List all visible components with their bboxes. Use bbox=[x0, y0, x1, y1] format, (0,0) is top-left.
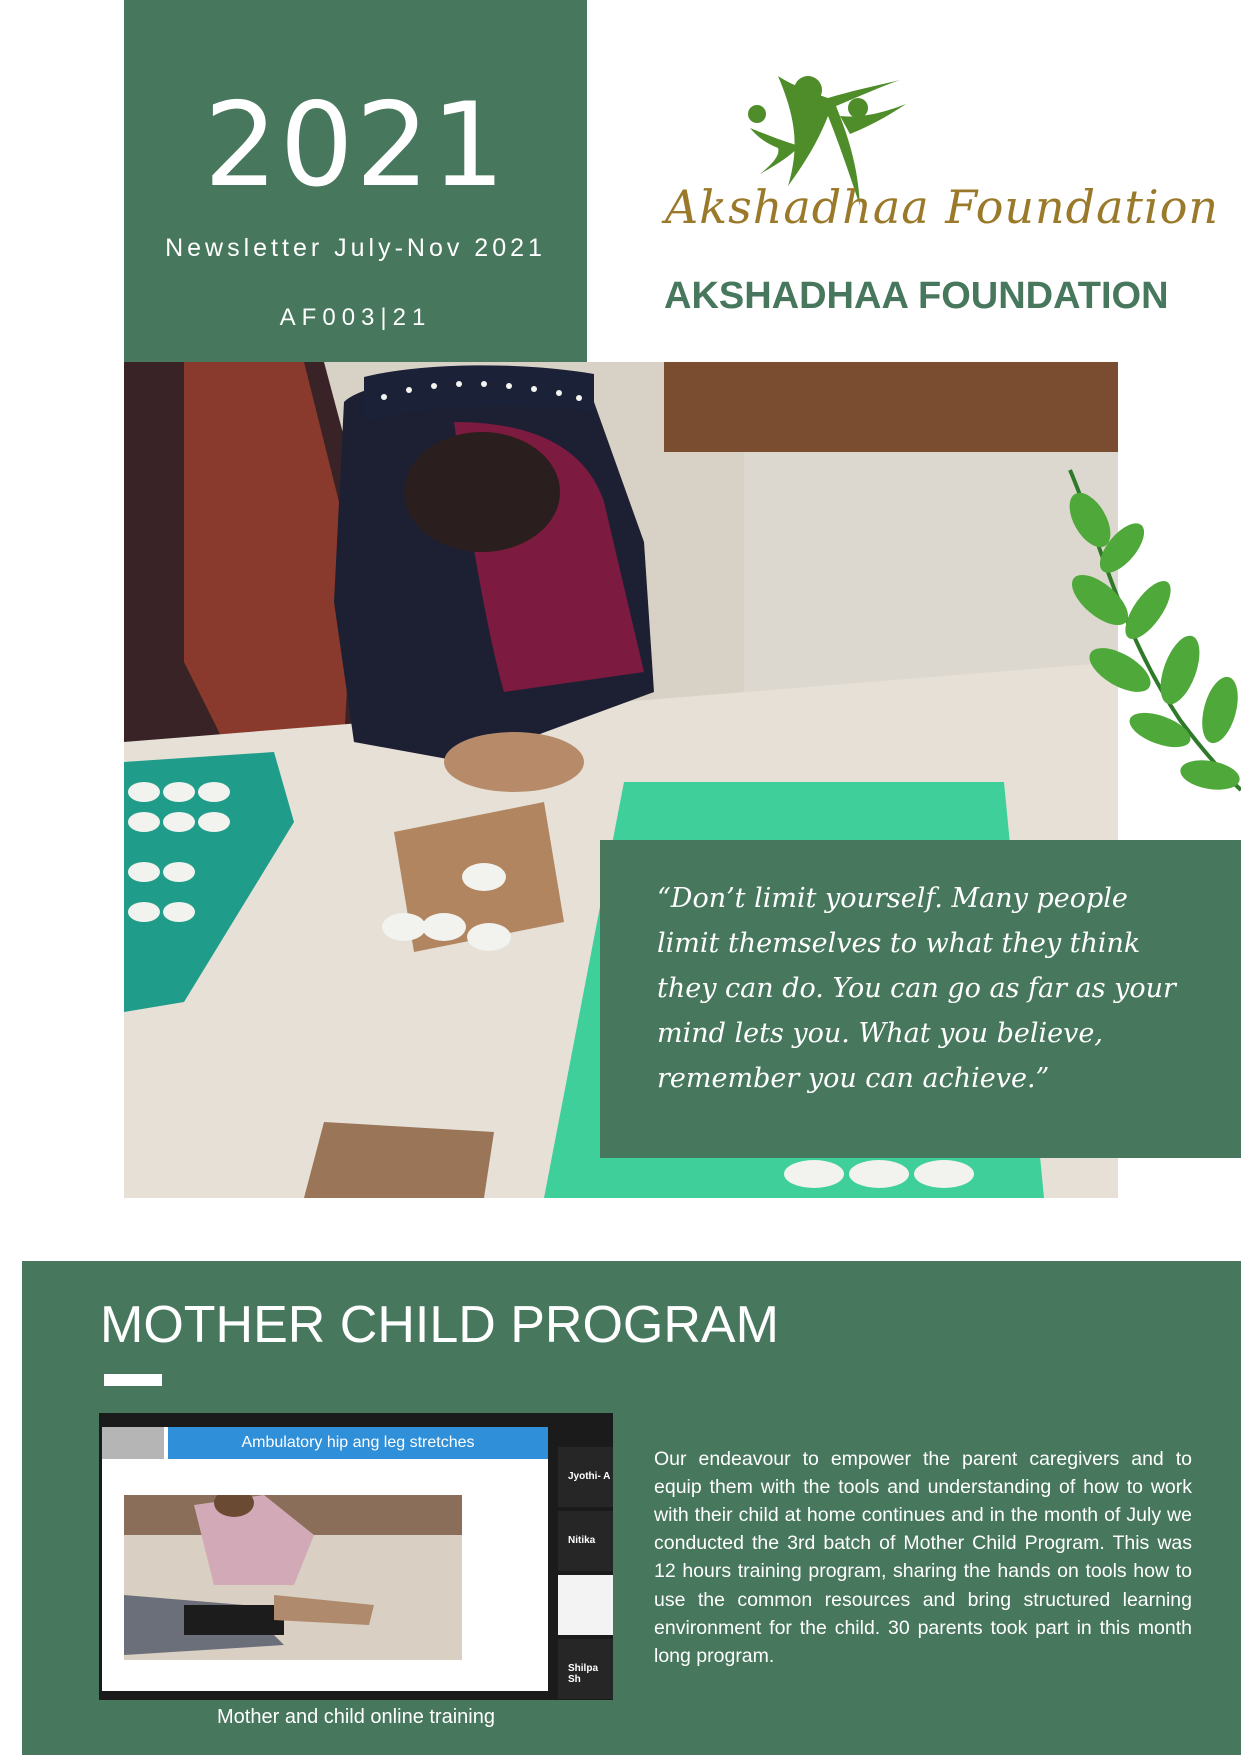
leaf-decoration-icon bbox=[1060, 460, 1241, 810]
slide-header-gray bbox=[102, 1427, 164, 1459]
presentation-slide bbox=[102, 1427, 548, 1691]
newsletter-subtitle: Newsletter July-Nov 2021 bbox=[165, 234, 546, 262]
online-training-screenshot bbox=[99, 1413, 613, 1700]
section-title: MOTHER CHILD PROGRAM bbox=[100, 1296, 779, 1354]
participant-logo-tile bbox=[558, 1575, 613, 1635]
newsletter-code: AF003|21 bbox=[279, 304, 432, 331]
title-divider bbox=[104, 1374, 162, 1386]
quote-text: “Don’t limit yourself. Many people limit themselves to what they think they can do. You can go as far as your mind lets you. What you believe, remember you can achieve.” bbox=[657, 883, 1176, 1094]
program-section bbox=[22, 1261, 1241, 1755]
participant-tile bbox=[558, 1639, 613, 1699]
organization-name: AKSHADHAA FOUNDATION bbox=[664, 275, 1169, 317]
stretching-photo bbox=[124, 1495, 462, 1660]
participant-name: Shilpa Sh bbox=[568, 1663, 599, 1685]
slide-title: Ambulatory hip ang leg stretches bbox=[168, 1427, 548, 1459]
program-description: Our endeavour to empower the parent caregivers and to equip them with the tools and understanding of how to work with their child at home continues and in the month of July we conducted the 3rd batch of Mother Child Program. This was 12 hours training program, sharing the hands on tools how to use the common resources and bring structured learning environment for the child. 30 parents took part in this month long program. bbox=[654, 1447, 1192, 1667]
newsletter-year: 2021 bbox=[203, 78, 508, 213]
foundation-logo bbox=[660, 56, 1080, 266]
quote-box bbox=[600, 840, 1241, 1158]
participant-name: Jyothi- A bbox=[568, 1471, 611, 1482]
participant-name: Nitika bbox=[568, 1535, 596, 1546]
participant-tile bbox=[558, 1447, 613, 1507]
header-block bbox=[124, 0, 587, 362]
image-caption: Mother and child online training bbox=[217, 1706, 495, 1728]
logo-script-text: Akshadhaa Foundation bbox=[665, 180, 1220, 234]
participant-tile bbox=[558, 1511, 613, 1571]
